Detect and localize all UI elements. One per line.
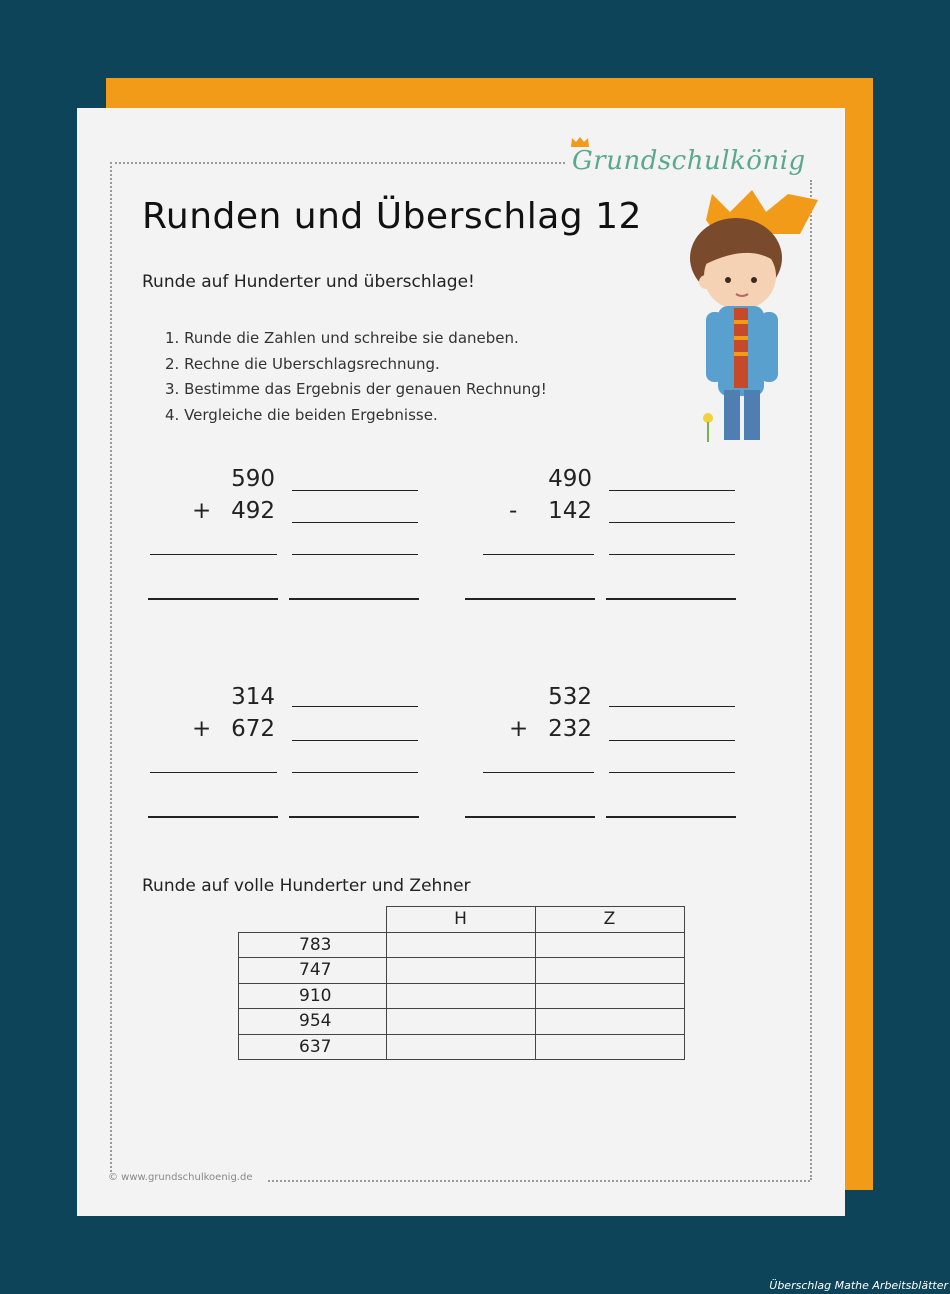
step-item: 1. Runde die Zahlen und schreibe sie daneben. xyxy=(165,329,519,347)
answer-line[interactable] xyxy=(292,522,418,523)
border-left xyxy=(110,162,112,1172)
step-item: 2. Rechne die Uberschlagsrechnung. xyxy=(165,354,440,373)
answer-cell[interactable] xyxy=(535,958,684,984)
answer-line[interactable] xyxy=(609,490,735,491)
answer-cell[interactable] xyxy=(535,1034,684,1060)
page-title: Runden und Überschlag 12 xyxy=(142,196,642,237)
operand-b: 232 xyxy=(548,716,592,742)
answer-line[interactable] xyxy=(609,706,735,707)
answer-cell[interactable] xyxy=(386,983,535,1009)
result-line[interactable] xyxy=(606,816,736,818)
watermark: Überschlag Mathe Arbeitsblätter xyxy=(769,1279,948,1292)
operand-a: 314 xyxy=(231,684,275,710)
section-title: Runde auf volle Hunderter und Zehner xyxy=(142,876,471,896)
border-bottom xyxy=(268,1180,810,1182)
answer-cell[interactable] xyxy=(386,932,535,958)
number-cell: 747 xyxy=(239,958,387,984)
table-row xyxy=(239,958,685,984)
number-cell: 783 xyxy=(239,932,387,958)
result-line[interactable] xyxy=(289,598,419,600)
operator: + xyxy=(509,716,529,742)
operand-a: 490 xyxy=(548,466,592,492)
result-line[interactable] xyxy=(606,598,736,600)
result-line[interactable] xyxy=(148,598,278,600)
answer-line[interactable] xyxy=(292,554,418,555)
number-cell: 637 xyxy=(239,1034,387,1060)
answer-cell[interactable] xyxy=(386,1009,535,1035)
table-row xyxy=(239,1009,685,1035)
table-row xyxy=(239,932,685,958)
problem-3 xyxy=(140,680,440,830)
column-header: H xyxy=(386,907,535,933)
operand-b: 142 xyxy=(548,498,592,524)
problem-2 xyxy=(457,462,757,612)
answer-line[interactable] xyxy=(609,772,735,773)
column-header: Z xyxy=(535,907,684,933)
operator: - xyxy=(509,498,518,524)
answer-cell[interactable] xyxy=(535,932,684,958)
result-line[interactable] xyxy=(148,816,278,818)
table-row xyxy=(239,983,685,1009)
operand-a: 590 xyxy=(231,466,275,492)
step-item: 3. Bestimme das Ergebnis der genauen Rechnung! xyxy=(165,380,547,398)
answer-cell[interactable] xyxy=(386,1034,535,1060)
result-line[interactable] xyxy=(465,598,595,600)
operator: + xyxy=(192,498,212,524)
answer-line[interactable] xyxy=(150,772,277,773)
answer-line[interactable] xyxy=(292,706,418,707)
steps-list xyxy=(165,326,547,428)
answer-line[interactable] xyxy=(483,554,594,555)
result-line[interactable] xyxy=(465,816,595,818)
rounding-table xyxy=(238,906,685,1060)
answer-line[interactable] xyxy=(292,740,418,741)
operator: + xyxy=(192,716,212,742)
answer-line[interactable] xyxy=(292,772,418,773)
table-header-row xyxy=(239,907,685,933)
answer-line[interactable] xyxy=(150,554,277,555)
operand-a: 532 xyxy=(548,684,592,710)
operand-b: 672 xyxy=(231,716,275,742)
answer-line[interactable] xyxy=(483,772,594,773)
answer-cell[interactable] xyxy=(386,958,535,984)
answer-line[interactable] xyxy=(609,554,735,555)
step-item: 4. Vergleiche die beiden Ergebnisse. xyxy=(165,405,438,424)
table-row xyxy=(239,1034,685,1060)
number-cell: 910 xyxy=(239,983,387,1009)
result-line[interactable] xyxy=(289,816,419,818)
answer-line[interactable] xyxy=(609,522,735,523)
boy-illustration xyxy=(668,190,828,450)
brand-logo: Grundschulkönig xyxy=(572,146,806,176)
footer-copyright: © www.grundschulkoenig.de xyxy=(108,1172,253,1183)
answer-cell[interactable] xyxy=(535,1009,684,1035)
answer-line[interactable] xyxy=(609,740,735,741)
problem-1 xyxy=(140,462,440,612)
answer-line[interactable] xyxy=(292,490,418,491)
operand-b: 492 xyxy=(231,498,275,524)
number-cell: 954 xyxy=(239,1009,387,1035)
instruction: Runde auf Hunderter und überschlage! xyxy=(142,272,475,292)
answer-cell[interactable] xyxy=(535,983,684,1009)
problem-4 xyxy=(457,680,757,830)
border-top xyxy=(110,162,565,164)
